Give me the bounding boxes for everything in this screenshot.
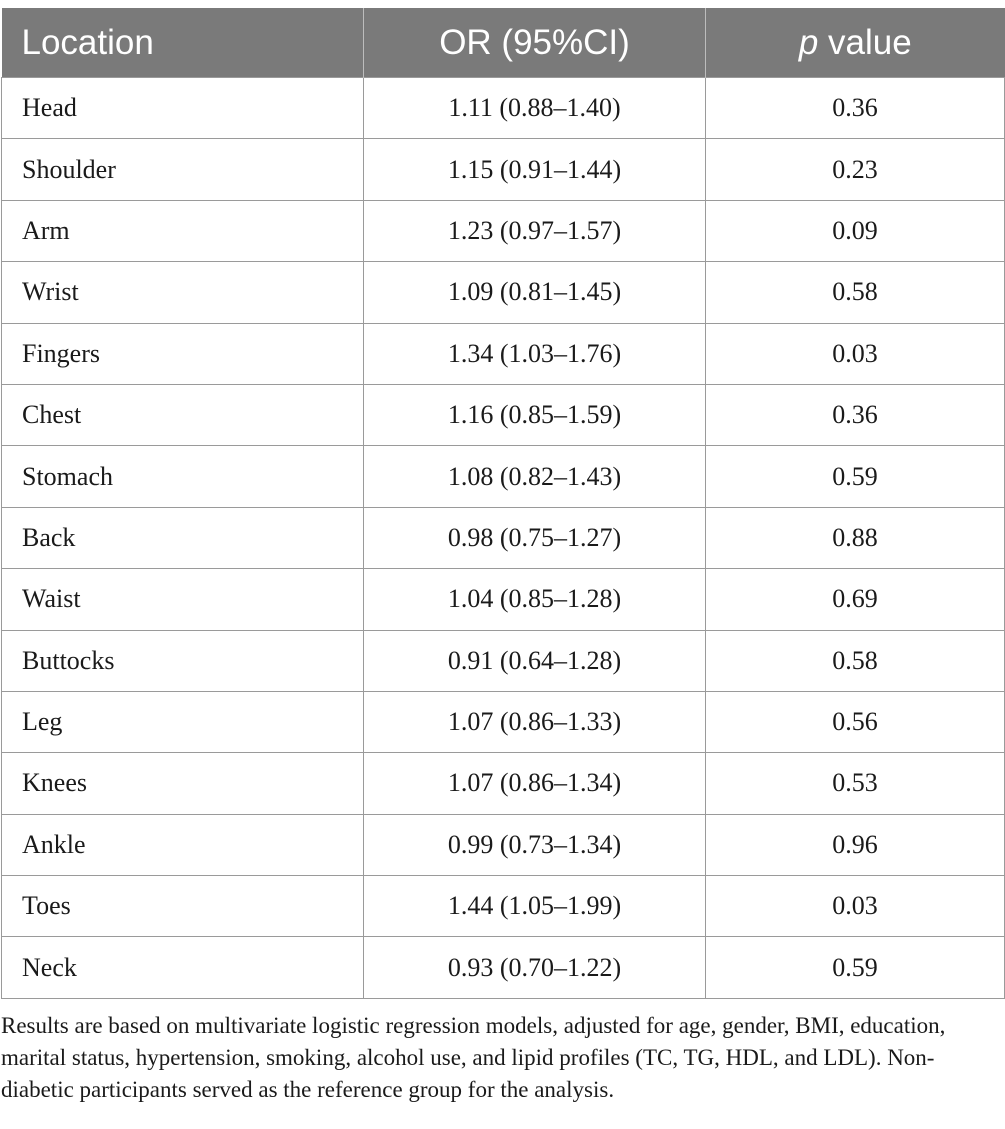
cell-p-value: 0.23 (706, 139, 1005, 200)
table-header (2, 8, 1005, 78)
cell-or-95ci: 1.15 (0.91–1.44) (364, 139, 706, 200)
cell-location: Chest (2, 384, 364, 445)
table-row (2, 139, 1005, 200)
cell-p-value: 0.09 (706, 200, 1005, 261)
odds-ratio-table (1, 8, 1005, 999)
cell-or-95ci: 1.07 (0.86–1.33) (364, 691, 706, 752)
cell-or-95ci: 0.98 (0.75–1.27) (364, 507, 706, 568)
cell-p-value: 0.53 (706, 753, 1005, 814)
cell-or-95ci: 1.08 (0.82–1.43) (364, 446, 706, 507)
cell-or-95ci: 0.99 (0.73–1.34) (364, 814, 706, 875)
cell-or-95ci: 0.93 (0.70–1.22) (364, 937, 706, 998)
table-body (2, 78, 1005, 999)
cell-p-value: 0.03 (706, 876, 1005, 937)
table-row (2, 753, 1005, 814)
table-row (2, 200, 1005, 261)
table-row (2, 876, 1005, 937)
cell-location: Toes (2, 876, 364, 937)
table-row (2, 262, 1005, 323)
table-row (2, 937, 1005, 998)
cell-or-95ci: 0.91 (0.64–1.28) (364, 630, 706, 691)
cell-location: Back (2, 507, 364, 568)
cell-p-value: 0.88 (706, 507, 1005, 568)
header-p-value (706, 8, 1005, 78)
cell-p-value: 0.03 (706, 323, 1005, 384)
table-row (2, 569, 1005, 630)
cell-or-95ci: 1.16 (0.85–1.59) (364, 384, 706, 445)
cell-or-95ci: 1.44 (1.05–1.99) (364, 876, 706, 937)
cell-p-value: 0.36 (706, 384, 1005, 445)
cell-location: Leg (2, 691, 364, 752)
cell-or-95ci: 1.34 (1.03–1.76) (364, 323, 706, 384)
cell-or-95ci: 1.23 (0.97–1.57) (364, 200, 706, 261)
cell-p-value: 0.59 (706, 446, 1005, 507)
cell-p-value: 0.96 (706, 814, 1005, 875)
cell-location: Buttocks (2, 630, 364, 691)
table-row (2, 507, 1005, 568)
cell-location: Knees (2, 753, 364, 814)
cell-location: Head (2, 78, 364, 139)
table-row (2, 78, 1005, 139)
cell-or-95ci: 1.07 (0.86–1.34) (364, 753, 706, 814)
cell-location: Arm (2, 200, 364, 261)
cell-p-value: 0.56 (706, 691, 1005, 752)
table-footnote: Results are based on multivariate logistic regression models, adjusted for age, gender, BMI, education, marital status, hypertension, smoking, alcohol use, and lipid profiles (TC, TG, HDL, and LDL). Non-diabetic participants served as the reference group for the analysis. (1, 1012, 946, 1102)
cell-or-95ci: 1.11 (0.88–1.40) (364, 78, 706, 139)
cell-p-value: 0.69 (706, 569, 1005, 630)
cell-p-value: 0.36 (706, 78, 1005, 139)
table-row (2, 630, 1005, 691)
header-p-italic: p (798, 22, 819, 62)
cell-location: Wrist (2, 262, 364, 323)
cell-or-95ci: 1.04 (0.85–1.28) (364, 569, 706, 630)
table-row (2, 814, 1005, 875)
header-location: Location (2, 8, 364, 78)
cell-location: Neck (2, 937, 364, 998)
table-row (2, 446, 1005, 507)
table-row (2, 691, 1005, 752)
cell-location: Shoulder (2, 139, 364, 200)
cell-p-value: 0.58 (706, 262, 1005, 323)
cell-location: Stomach (2, 446, 364, 507)
cell-p-value: 0.59 (706, 937, 1005, 998)
table-row (2, 323, 1005, 384)
header-p-rest: value (818, 22, 912, 62)
cell-p-value: 0.58 (706, 630, 1005, 691)
cell-location: Waist (2, 569, 364, 630)
header-or-95ci: OR (95%CI) (364, 8, 706, 78)
cell-location: Ankle (2, 814, 364, 875)
table-row (2, 384, 1005, 445)
cell-location: Fingers (2, 323, 364, 384)
header-row (2, 8, 1005, 78)
cell-or-95ci: 1.09 (0.81–1.45) (364, 262, 706, 323)
